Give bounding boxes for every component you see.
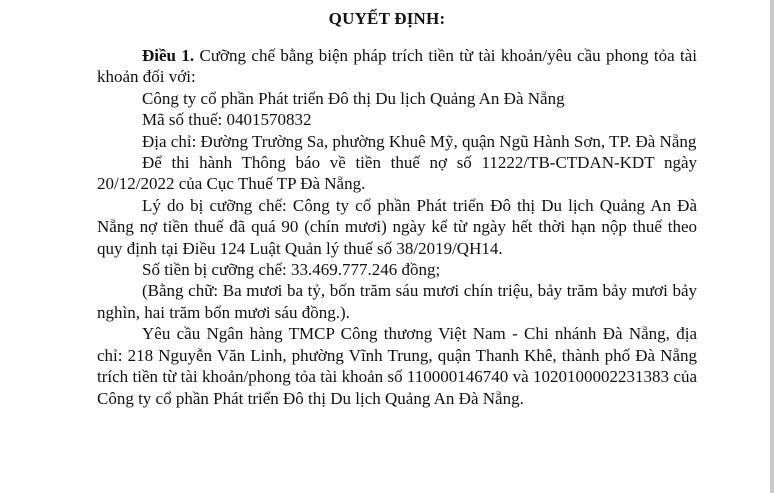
right-edge-bar [770, 0, 774, 493]
bank-request: Yêu cầu Ngân hàng TMCP Công thương Việt Nam - Chi nhánh Đà Nẵng, địa chỉ: 218 Nguyễn Văn Linh, phường Vĩnh Trung, quận Thanh Khê, thành phố Đà Nẵng trích tiền từ tài khoản/phong tỏa tài khoản số 110000146740 và 1020100002231383 của Công ty cổ phần Phát triển Đô thị Du lịch Quảng An Đà Nẵng. [97, 324, 697, 408]
document-title: QUYẾT ĐỊNH: [328, 9, 446, 28]
company-name: Công ty cổ phần Phát triển Đô thị Du lịch Quảng An Đà Nẵng [142, 88, 565, 108]
article-label: Điều 1. [142, 46, 195, 65]
enforcement-amount: Số tiền bị cưỡng chế: 33.469.777.246 đồng; [142, 260, 441, 280]
tax-code: Mã số thuế: 0401570832 [142, 110, 312, 130]
article-text: Cưỡng chế bằng biện pháp trích tiền từ tài khoản/yêu cầu phong tỏa tài khoản đối với: [97, 46, 698, 87]
company-address: Địa chỉ: Đường Trường Sa, phường Khuê Mỹ, quận Ngũ Hành Sơn, TP. Đà Nẵng [142, 131, 697, 151]
document-body [97, 45, 697, 409]
amount-in-words: (Bằng chữ: Ba mươi ba tỷ, bốn trăm sáu mươi chín triệu, bảy trăm bảy mươi bảy nghìn, hai trăm bốn mươi sáu đồng.). [97, 281, 697, 322]
article-1-paragraph [97, 45, 697, 88]
enforcement-basis: Để thi hành Thông báo về tiền thuế nợ số 11222/TB-CTDAN-KDT ngày 20/12/2022 của Cục Thuế TP Đà Nẵng. [97, 153, 697, 194]
enforcement-reason: Lý do bị cưỡng chế: Công ty cổ phần Phát triển Đô thị Du lịch Quảng An Đà Nẵng nợ tiền thuế đã quá 90 (chín mươi) ngày kể từ ngày hết thời hạn nộp thuế theo quy định tại Điều 124 Luật Quản lý thuế số 38/2019/QH14. [97, 195, 697, 258]
